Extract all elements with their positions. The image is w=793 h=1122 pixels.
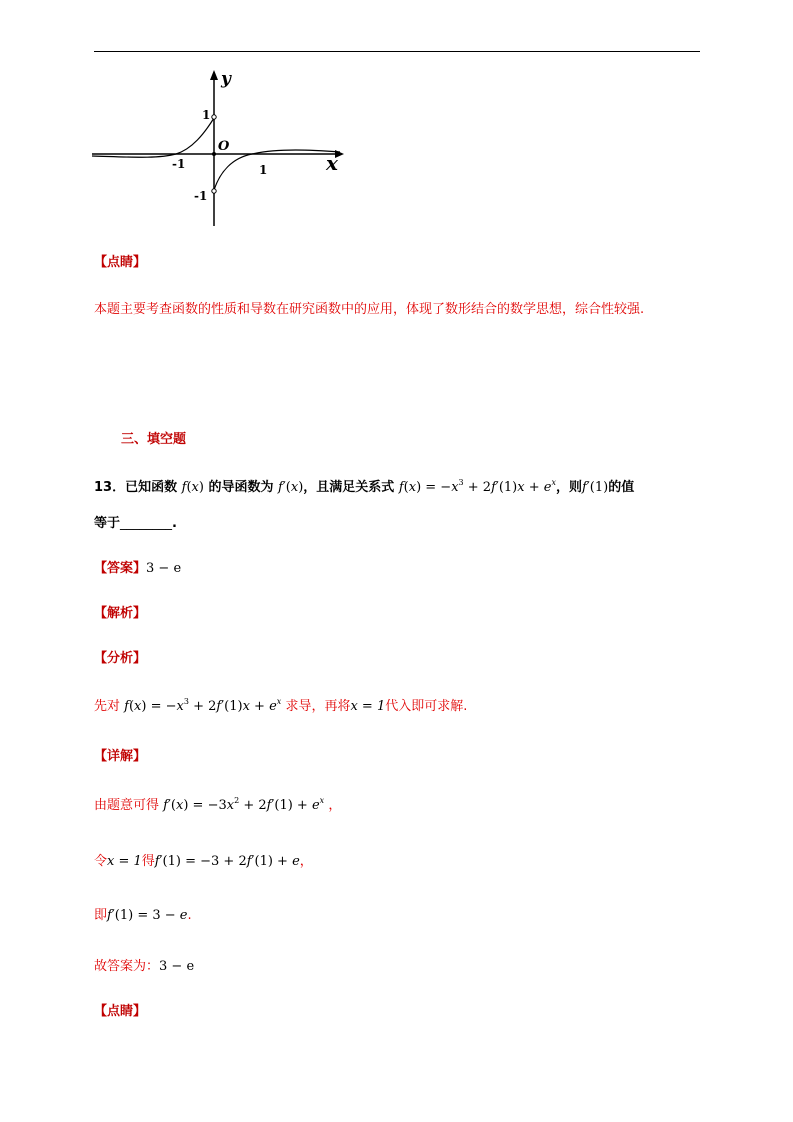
dianjing-tag-1: 【点睛】 — [94, 255, 147, 270]
question-text-2: 的导函数为 — [208, 480, 274, 495]
detail-2-mid: 得 — [141, 854, 155, 869]
answer-tag: 【答案】 — [94, 561, 147, 576]
detail-2-formula: f′(1) = −3 + 2f′(1) + e — [154, 854, 300, 869]
origin-label: O — [218, 139, 230, 154]
dianjing-text-1: 本题主要考查函数的性质和导数在研究函数中的应用，体现了数形结合的数学思想，综合性较强. — [94, 302, 645, 317]
detail-1-post: ， — [328, 798, 342, 813]
answer-value: 3 − e — [146, 561, 182, 576]
function-graph — [88, 64, 350, 232]
open-point-bottom — [212, 189, 216, 193]
detail-2-x: x = 1 — [107, 854, 142, 869]
tick-y-neg: -1 — [194, 189, 208, 203]
detail-1-formula: $f'(x) = -3x^2 + 2f'(1) + e^x$ — [163, 796, 325, 813]
question-blank: ________ — [120, 516, 173, 531]
question-text-5: 的值 — [608, 480, 635, 495]
analysis-line — [94, 695, 467, 714]
analysis-pre: 先对 — [94, 699, 121, 714]
y-axis-arrow — [210, 70, 218, 80]
dianjing-tag-2: 【点睛】 — [94, 1004, 147, 1019]
formula-fprime-1: f — [582, 480, 587, 495]
detail-1-pre: 由题意可得 — [94, 798, 160, 813]
tick-x-pos: 1 — [259, 163, 268, 177]
question-text-4: ，则 — [556, 480, 583, 495]
detail-2-post: ， — [299, 854, 313, 869]
tick-y-pos: 1 — [202, 108, 211, 122]
question-text-6: 等于 — [94, 516, 121, 531]
question-text-3: ，且满足关系式 — [303, 480, 395, 495]
question-number: 13． — [94, 480, 126, 495]
xiangjie-tag: 【详解】 — [94, 749, 147, 764]
detail-line-4 — [94, 955, 194, 974]
detail-4-pre: 故答案为： — [94, 959, 160, 974]
detail-3-formula: f′(1) = 3 − e — [107, 908, 188, 923]
fenxi-tag: 【分析】 — [94, 651, 147, 666]
part-title: 三、填空题 — [121, 432, 187, 447]
analysis-mid: 求导，再将 — [285, 699, 351, 714]
question-period: . — [172, 516, 177, 531]
question-text-1: 已知函数 — [125, 480, 178, 495]
formula-fprime-x: f — [278, 480, 283, 495]
tick-x-neg: -1 — [172, 157, 186, 171]
detail-2-pre: 令 — [94, 854, 108, 869]
header-rule — [94, 51, 700, 52]
left-branch-curve — [92, 118, 214, 157]
answer-line — [94, 557, 181, 576]
detail-4-value: 3 − e — [159, 959, 195, 974]
formula-fx: f — [181, 480, 187, 495]
formula-relation: $f(x) = -x^3 + 2f'(1)x + e^x$ — [398, 478, 556, 495]
y-axis-label: y — [221, 69, 231, 89]
x-axis-label: x — [326, 151, 338, 175]
question-line-1: 13．已知函数 f(x) 的导函数为 f′(x)，且满足关系式 $f(x) = -x^3 + 2f'(1)x + e^x$，则f′(1)的值 — [94, 478, 635, 495]
origin-point — [212, 152, 216, 156]
question-line-2 — [94, 512, 177, 531]
detail-line-1 — [94, 794, 341, 813]
open-point-top — [212, 115, 216, 119]
detail-line-3 — [94, 904, 192, 923]
analysis-formula: $f(x) = -x^3 + 2f'(1)x + e^x$ — [124, 697, 282, 714]
detail-3-post: . — [187, 908, 192, 923]
jiexi-tag: 【解析】 — [94, 606, 147, 621]
right-branch-curve — [214, 150, 340, 190]
analysis-post: 代入即可求解. — [385, 699, 468, 714]
detail-3-pre: 即 — [94, 908, 108, 923]
analysis-x-eq: x = 1 — [350, 699, 386, 714]
detail-line-2 — [94, 850, 313, 869]
